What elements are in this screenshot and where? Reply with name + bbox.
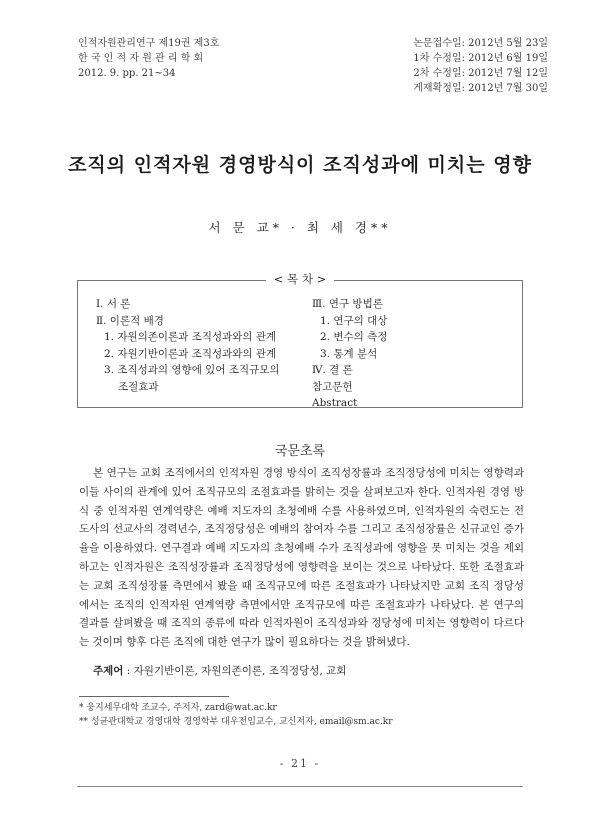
page-number: - 21 - (279, 757, 321, 770)
toc-item: 3. 조직성과의 영향에 있어 조직규모의 (104, 364, 280, 376)
toc-item: 2. 자원기반이론과 조직성과와의 관계 (104, 347, 277, 360)
footnotes (79, 701, 393, 729)
footnote: * 웅지세무대학 조교수, 주저자, zard@wat.ac.kr (79, 703, 277, 713)
toc-right-column (312, 296, 387, 412)
keywords-value: 자원기반이론, 자원의존이론, 조직정당성, 교회 (133, 665, 347, 677)
toc-item: 1. 자원의존이론과 조직성과와의 관계 (104, 331, 277, 343)
submission-dates (413, 36, 548, 96)
journal-line: 한 국 인 적 자 원 관 리 학 회 (78, 53, 204, 64)
date-line: 1차 수정일: 2012년 6월 19일 (413, 53, 548, 64)
footnote: ** 성균관대학교 경영대학 경영학부 대우전임교수, 교신저자, email@sm.ac.kr (79, 717, 393, 727)
footnote-divider (79, 696, 229, 697)
toc-item: Ⅳ. 결 론 (312, 364, 353, 376)
abstract-heading: 국문초록 (274, 444, 326, 459)
toc-item: 2. 변수의 측정 (320, 331, 388, 343)
toc-item: 3. 통계 분석 (320, 347, 378, 360)
date-line: 논문접수일: 2012년 5월 23일 (413, 38, 548, 49)
toc-item: Ⅰ. 서 론 (96, 298, 131, 310)
abstract-body: 본 연구는 교회 조직에서의 인적자원 경영 방식이 조직성장률과 조직정당성에 미치는 영향력과 이들 사이의 관계에 있어 조직규모의 조절효과를 밝히는 것을 살펴보고자 한다. 인적자원 경영 방식 중 인적자원 연계역량은 예배 지도자의 초청예배 수를 사용하였으며, 인적자원의 숙련도는 전도사의 선교사의 경력년수, 조직정당성은 예배의 참여자 수를 그리고 조직성장률은 신규교인 증가율을 이용하였다. 연구결과 예배 지도자의 초청예배 수가 조직성과에 영향을 못 미치는 것을 제외하고는 인적자원은 조직성장률과 조직정당성에 영향력을 보이는 것으로 나타났다. 또한 조절효과는 교회 조직성장률 측면에서 봤을 때 조직규모에 따른 조절효과가 나타났지만 교회 조직 정당성에서는 조직의 인적자원 연계역량 측면에서만 조직규모에 따른 조절효과가 나타났다. 본 연구의 결과를 살펴봤을 때 조직의 종류에 따라 인적자원이 조직성과와 정당성에 미치는 영향력이 다르다는 것이며 향후 다른 조직에 대한 연구가 많이 필요하다는 것을 밝혀냈다. (79, 467, 524, 649)
toc-item: 1. 연구의 대상 (320, 314, 388, 327)
keywords (93, 663, 346, 678)
paper-title: 조직의 인적자원 경영방식이 조직성과에 미치는 영향 (68, 154, 532, 176)
journal-line: 인적자원관리연구 제19권 제3호 (78, 38, 220, 49)
bottom-divider (77, 786, 523, 787)
toc-item: 참고문헌 (312, 380, 353, 393)
date-line: 2차 수정일: 2012년 7월 12일 (413, 68, 548, 79)
author-line: 서 문 교* · 최 세 경** (208, 220, 392, 235)
toc-heading-text: < 목 차 > (266, 272, 334, 286)
toc-item: Abstract (312, 397, 358, 409)
toc-item: Ⅱ. 이론적 배경 (96, 314, 164, 327)
journal-info (78, 36, 219, 81)
toc-heading (0, 271, 600, 287)
toc-item: Ⅲ. 연구 방법론 (312, 298, 383, 310)
date-line: 게재확정일: 2012년 7월 30일 (413, 83, 548, 94)
keywords-separator: : (123, 665, 134, 677)
journal-line: 2012. 9. pp. 21~34 (78, 68, 176, 79)
toc-left-column (96, 296, 280, 395)
toc-item: 조절효과 (118, 380, 159, 393)
keywords-label: 주제어 (93, 665, 124, 677)
